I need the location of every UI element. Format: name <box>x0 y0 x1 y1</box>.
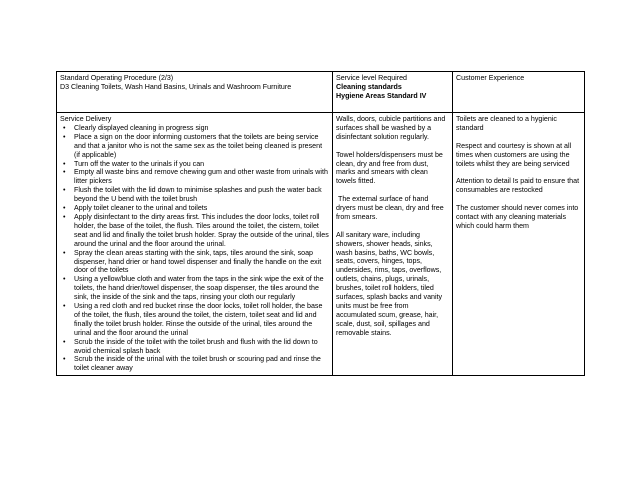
service-delivery-title: Service Delivery <box>60 115 112 123</box>
service-delivery-item-text: Place a sign on the door informing customers that the toilets are being service and that a janitor who is not the same sex as the toilet being cleaned is present (if applicable) <box>74 132 323 159</box>
customer-experience-paragraphs <box>456 115 581 231</box>
bullet-icon: • <box>63 248 66 257</box>
service-delivery-item-text: Clearly displayed cleaning in progress sign <box>74 123 209 132</box>
service-level-paragraph: Walls, doors, cubicle partitions and surfaces shall be washed by a disinfectant solution regularly. <box>336 115 448 141</box>
customer-experience-header-cell <box>453 72 585 113</box>
service-delivery-item <box>60 275 329 302</box>
service-delivery-item <box>60 302 329 338</box>
procedure-title-cell <box>57 72 333 113</box>
service-delivery-item-text: Using a red cloth and red bucket rinse the door locks, toilet roll holder, the base of the toilet, the flush, tiles around the toilet, the cistern, toilet seat and lid and finally the toilet brush holder. Rinse the outside of the urinal, tiles around the urinal and the floor around the urinal <box>74 302 323 337</box>
hygiene-standard-heading: Hygiene Areas Standard IV <box>336 91 427 100</box>
service-delivery-item <box>60 338 329 356</box>
service-level-paragraph: The external surface of hand dryers must be clean, dry and free from smears. <box>336 195 446 221</box>
service-delivery-item <box>60 213 329 249</box>
service-level-paragraphs <box>336 115 449 338</box>
customer-experience-paragraph: Attention to detail Is paid to ensure that consumables are restocked <box>456 177 582 195</box>
bullet-icon: • <box>63 123 66 132</box>
service-delivery-item <box>60 204 329 213</box>
service-level-paragraph: All sanitary ware, including showers, shower heads, sinks, wash basins, baths, WC bowls, seats, covers, hinges, tops, undersides, rims, taps, overflows, outlets, chains, plugs, urinals, brushes, toilet roll holders, tiled surfaces, splash backs and vanity units must be free from accumulated scum, grease, hair, scale, dust, soil, spillages and removable stains. <box>336 230 445 337</box>
cleaning-standards-heading: Cleaning standards <box>336 82 402 91</box>
bullet-icon: • <box>63 337 66 346</box>
service-delivery-item-text: Scrub the inside of the toilet with the toilet brush and flush with the lid down to avoid chemical splash back <box>74 337 318 355</box>
bullet-icon: • <box>63 212 66 221</box>
service-delivery-item <box>60 249 329 276</box>
bullet-icon: • <box>63 132 66 141</box>
service-delivery-list <box>60 124 329 373</box>
service-delivery-item-text: Empty all waste bins and remove chewing gum and other waste from urinals with litter pickers <box>74 168 328 186</box>
bullet-icon: • <box>63 159 66 168</box>
procedure-title: Standard Operating Procedure (2/3) <box>60 74 174 82</box>
service-delivery-item <box>60 124 329 133</box>
service-delivery-item <box>60 186 329 204</box>
service-delivery-item-text: Spray the clean areas starting with the sink, taps, tiles around the sink, soap dispenser, hand drier or hand towel dispenser and finally the handle on the exit door of the toilets <box>74 248 322 275</box>
service-delivery-item-text: Turn off the water to the urinals if you can <box>74 159 205 168</box>
service-level-cell <box>333 113 453 376</box>
service-delivery-item-text: Using a yellow/blue cloth and water from the taps in the sink wipe the exit of the toilets, the hand drier/towel dispenser, the soap dispenser, the tiles around the sink, the inside of the sink and the taps, rinsing your cloth our regularly <box>74 275 324 302</box>
procedure-subtitle: D3 Cleaning Toilets, Wash Hand Basins, Urinals and Washroom Furniture <box>60 82 292 91</box>
customer-experience-paragraph: The customer should never comes into contact with any cleaning materials which could harm them <box>456 204 581 230</box>
table-body-row <box>57 113 585 376</box>
service-level-header-cell <box>333 72 453 113</box>
customer-experience-cell <box>453 113 585 376</box>
service-delivery-item <box>60 160 329 169</box>
service-delivery-item-text: Apply disinfectant to the dirty areas first. This includes the door locks, toilet roll holder, the base of the toilet, the flush. Tiles around the toilet, the cistern, toilet seat and lid and finally the toilet brush holder. Spray the outside of the urinal, tiles around the urinal and the floor around the urinal. <box>74 212 329 248</box>
service-delivery-cell <box>57 113 333 376</box>
customer-experience-paragraph: Respect and courtesy is shown at all times when customers are using the toilets whilst they are being serviced <box>456 141 574 168</box>
bullet-icon: • <box>63 275 66 284</box>
service-delivery-item <box>60 133 329 160</box>
service-delivery-item <box>60 355 329 373</box>
service-level-heading: Service level Required <box>336 74 407 82</box>
table-header-row <box>57 72 585 113</box>
service-level-paragraph: Towel holders/dispensers must be clean, dry and free from dust, marks and smears with clean towels fitted. <box>336 150 445 186</box>
service-delivery-item <box>60 168 329 186</box>
service-delivery-item-text: Flush the toilet with the lid down to minimise splashes and push the water back beyond the U bend with the toilet brush <box>74 186 322 204</box>
bullet-icon: • <box>63 168 66 177</box>
customer-experience-heading: Customer Experience <box>456 74 525 82</box>
sop-table <box>56 71 585 376</box>
customer-experience-paragraph: Toilets are cleaned to a hygienic standard <box>456 115 559 132</box>
service-delivery-item-text: Apply toilet cleaner to the urinal and toilets <box>74 204 208 213</box>
bullet-icon: • <box>63 204 66 213</box>
bullet-icon: • <box>63 355 66 364</box>
bullet-icon: • <box>63 302 66 311</box>
bullet-icon: • <box>63 186 66 195</box>
service-delivery-item-text: Scrub the inside of the urinal with the toilet brush or scouring pad and rinse the toilet cleaner away <box>74 355 321 373</box>
